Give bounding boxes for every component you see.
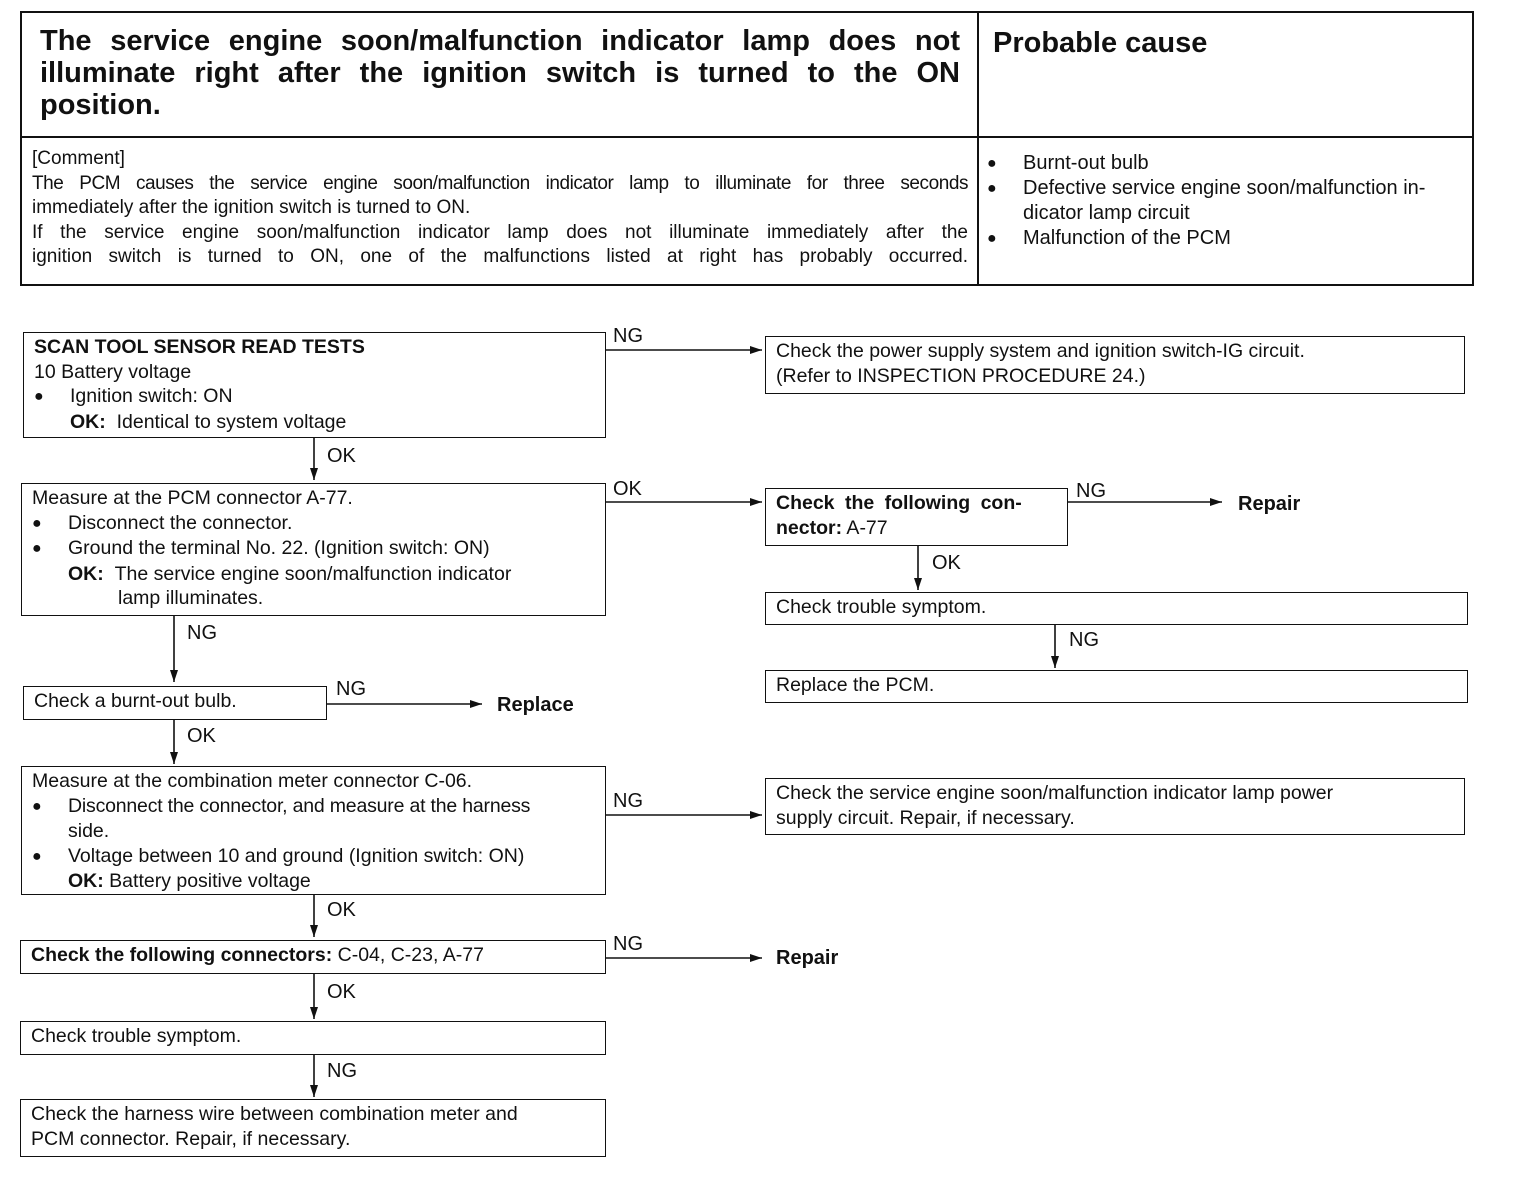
power-supply-check-box: Check the power supply system and ignition switch-IG circuit. (Refer to INSPECTION PROCEDURE 24.)	[765, 336, 1465, 394]
label-ok: OK	[327, 445, 356, 467]
repair-action: Repair	[1238, 493, 1301, 515]
comment-block: [Comment] The PCM causes the service engine soon/malfunction indicator lamp to illuminate for three seconds immediately after the ignition switch is turned to ON. If the service engine soon/malfunction indicator lamp does not illuminate immediately after the ignition switch is turned to ON, one of the malfunctions listed at right has probably occurred.	[32, 148, 968, 267]
replace-action: Replace	[497, 694, 574, 716]
label-ok: OK	[327, 981, 356, 1003]
harness-check-box: Check the harness wire between combination meter and PCM connector. Repair, if necessary.	[20, 1099, 606, 1157]
meter-connector-measure-box: Measure at the combination meter connector C-06. ● Disconnect the connector, and measure at the harness side. ● Voltage between 10 and ground (Ignition switch: ON) OK: Battery positive voltage	[21, 766, 606, 895]
cause-item: ● Defective service engine soon/malfunction in-	[987, 177, 1426, 199]
cause-item: ● Malfunction of the PCM	[987, 227, 1231, 249]
trouble-symptom-box-right: Check trouble symptom.	[765, 592, 1468, 625]
scan-tool-box: SCAN TOOL SENSOR READ TESTS 10 Battery voltage ● Ignition switch: ON OK: Identical to system voltage	[23, 332, 606, 438]
label-ng: NG	[187, 622, 217, 644]
pcm-connector-measure-box: Measure at the PCM connector A-77. ● Disconnect the connector. ● Ground the terminal No. 22. (Ignition switch: ON) OK: The service engine soon/malfunction indicator lamp illuminates.	[21, 483, 606, 616]
label-ok: OK	[613, 478, 642, 500]
probable-cause-heading: Probable cause	[993, 27, 1208, 59]
symptom-title: The service engine soon/malfunction indicator lamp does not illuminate right after the ignition switch is turned to the ON position.	[40, 25, 960, 121]
connectors-check-box: Check the following connectors: C-04, C-23, A-77	[20, 940, 606, 974]
label-ng: NG	[1076, 480, 1106, 502]
label-ng: NG	[613, 790, 643, 812]
replace-pcm-box: Replace the PCM.	[765, 670, 1468, 703]
cause-item: ● Burnt-out bulb	[987, 152, 1149, 174]
probable-cause-list: ● Burnt-out bulb ● Defective service engine soon/malfunction in- dicator lamp circuit ● Malfunction of the PCM	[987, 152, 1426, 249]
connector-a77-check-box: Check the following con- nector: A-77	[765, 488, 1068, 546]
repair-action: Repair	[776, 947, 839, 969]
label-ng: NG	[613, 933, 643, 955]
lamp-power-circuit-box: Check the service engine soon/malfunction indicator lamp power supply circuit. Repair, if necessary.	[765, 778, 1465, 835]
label-ok: OK	[932, 552, 961, 574]
label-ng: NG	[327, 1060, 357, 1082]
label-ng: NG	[613, 325, 643, 347]
trouble-symptom-box-left: Check trouble symptom.	[20, 1021, 606, 1055]
bulb-check-box: Check a burnt-out bulb.	[23, 686, 327, 720]
label-ng: NG	[1069, 629, 1099, 651]
label-ok: OK	[187, 725, 216, 747]
label-ok: OK	[327, 899, 356, 921]
label-ng: NG	[336, 678, 366, 700]
